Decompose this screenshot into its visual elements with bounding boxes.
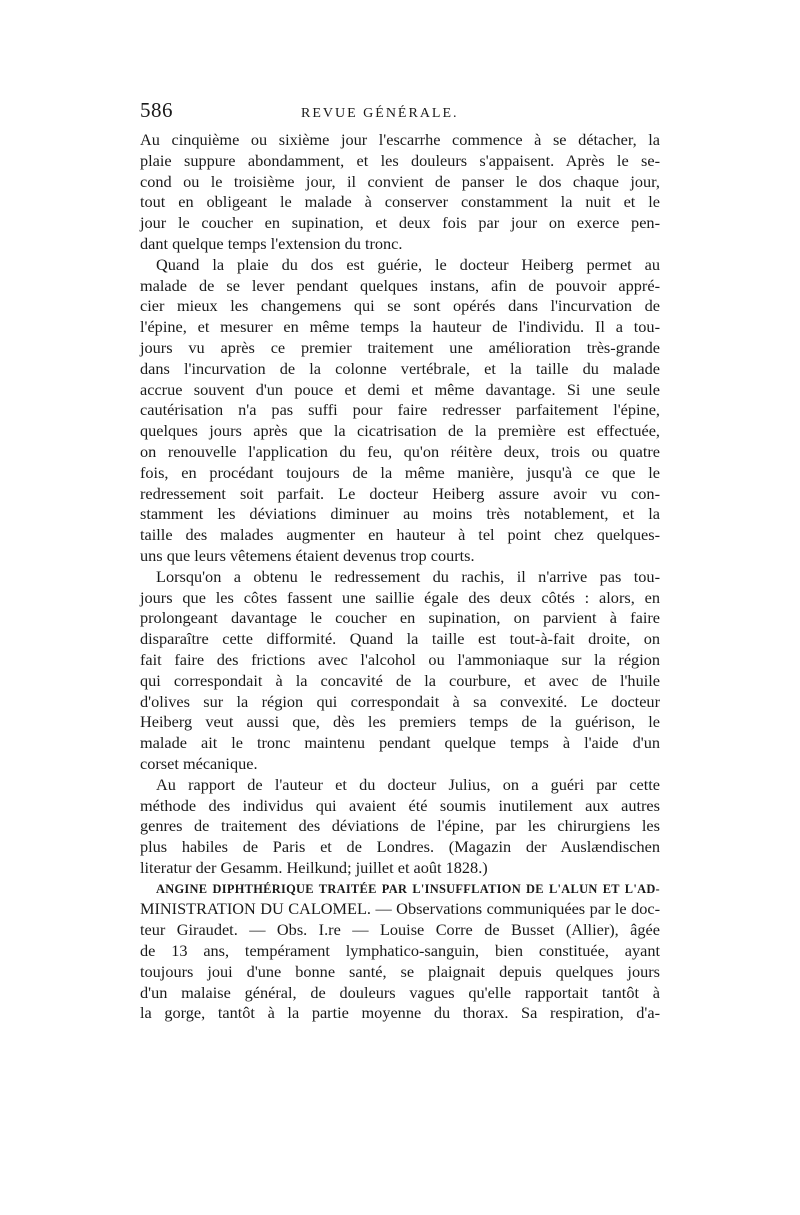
text-line: cond ou le troisième jour, il convient de panser le dos chaque jour,	[140, 171, 660, 191]
text-line: MINISTRATION DU CALOMEL. — Observations communiquées par le doc-	[140, 899, 660, 919]
body-text	[140, 130, 660, 1024]
text-line: dans l'incurvation de la colonne vertébrale, et la taille du malade	[140, 358, 660, 378]
text-line: la gorge, tantôt à la partie moyenne du thorax. Sa respiration, d'a-	[140, 1003, 660, 1023]
text-line: redressement soit parfait. Le docteur Heiberg assure avoir vu con-	[140, 483, 660, 503]
text-line: méthode des individus qui avaient été soumis inutilement aux autres	[140, 795, 660, 815]
text-line: accrue souvent d'un pouce et demi et même davantage. Si une seule	[140, 379, 660, 399]
text-line: jour le coucher en supination, et deux fois par jour on exerce pen-	[140, 213, 660, 233]
text-line: genres de traitement des déviations de l'épine, par les chirurgiens les	[140, 816, 660, 836]
text-line: d'olives sur la région qui correspondait à sa convexité. Le docteur	[140, 691, 660, 711]
text-line: plus habiles de Paris et de Londres. (Magazin der Auslændischen	[140, 837, 660, 857]
page-header	[140, 98, 660, 128]
text-line: quelques jours après que la cicatrisation de la première est effectuée,	[140, 421, 660, 441]
text-line: plaie suppure abondamment, et les douleurs s'appaisent. Après le se-	[140, 150, 660, 170]
page-number: 586	[140, 98, 173, 122]
text-line: on renouvelle l'application du feu, qu'on réitère deux, trois ou quatre	[140, 441, 660, 461]
text-line: ANGINE DIPHTHÉRIQUE TRAITÉE PAR L'INSUFFLATION DE L'ALUN ET L'AD-	[156, 881, 660, 896]
text-line: malade de se lever pendant quelques instans, afin de pouvoir appré-	[140, 275, 660, 295]
text-line: jours vu après ce premier traitement une amélioration très-grande	[140, 337, 660, 357]
text-line: malade ait le tronc maintenu pendant quelque temps à l'aide d'un	[140, 733, 660, 753]
text-line: d'un malaise général, de douleurs vagues qu'elle rapportait tantôt à	[140, 982, 660, 1002]
text-line: teur Giraudet. — Obs. I.re — Louise Corre de Busset (Allier), âgée	[140, 920, 660, 940]
text-line: tout en obligeant le malade à conserver constamment la nuit et le	[140, 192, 660, 212]
text-line: Quand la plaie du dos est guérie, le docteur Heiberg permet au	[156, 254, 660, 274]
text-line: literatur der Gesamm. Heilkund; juillet et août 1828.)	[140, 857, 488, 877]
text-line: cautérisation n'a pas suffi pour faire redresser parfaitement l'épine,	[140, 400, 660, 420]
text-line: stamment les déviations diminuer au moins très notablement, et la	[140, 504, 660, 524]
text-line: prolongeant davantage le coucher en supination, on parvient à faire	[140, 608, 660, 628]
text-line: de 13 ans, tempérament lymphatico-sanguin, bien constituée, ayant	[140, 941, 660, 961]
text-line: cier mieux les changemens qui se sont opérés dans l'incurvation de	[140, 296, 660, 316]
text-line: disparaître cette difformité. Quand la taille est tout-à-fait droite, on	[140, 629, 660, 649]
text-line: Heiberg veut aussi que, dès les premiers temps de la guérison, le	[140, 712, 660, 732]
text-line: Au rapport de l'auteur et du docteur Julius, on a guéri par cette	[156, 774, 660, 794]
running-head: REVUE GÉNÉRALE.	[301, 106, 459, 121]
text-line: uns que leurs vêtemens étaient devenus trop courts.	[140, 545, 475, 565]
text-line: toujours joui d'une bonne santé, se plaignait depuis quelques jours	[140, 961, 660, 981]
book-page	[140, 98, 660, 1024]
text-line: taille des malades augmenter en hauteur à tel point chez quelques-	[140, 525, 660, 545]
text-line: Lorsqu'on a obtenu le redressement du rachis, il n'arrive pas tou-	[156, 566, 660, 586]
text-line: Au cinquième ou sixième jour l'escarrhe commence à se détacher, la	[140, 130, 660, 149]
text-line: qui correspondait à la concavité de la courbure, et avec de l'huile	[140, 670, 660, 690]
text-line: dant quelque temps l'extension du tronc.	[140, 233, 403, 253]
text-line: jours que les côtes fassent une saillie égale des deux côtés : alors, en	[140, 587, 660, 607]
text-line: fait faire des frictions avec l'alcohol ou l'ammoniaque sur la région	[140, 649, 660, 669]
text-line: corset mécanique.	[140, 753, 258, 773]
text-line: fois, en procédant toujours de la même manière, jusqu'à ce que le	[140, 462, 660, 482]
text-line: l'épine, et mesurer en même temps la hauteur de l'individu. Il a tou-	[140, 317, 660, 337]
